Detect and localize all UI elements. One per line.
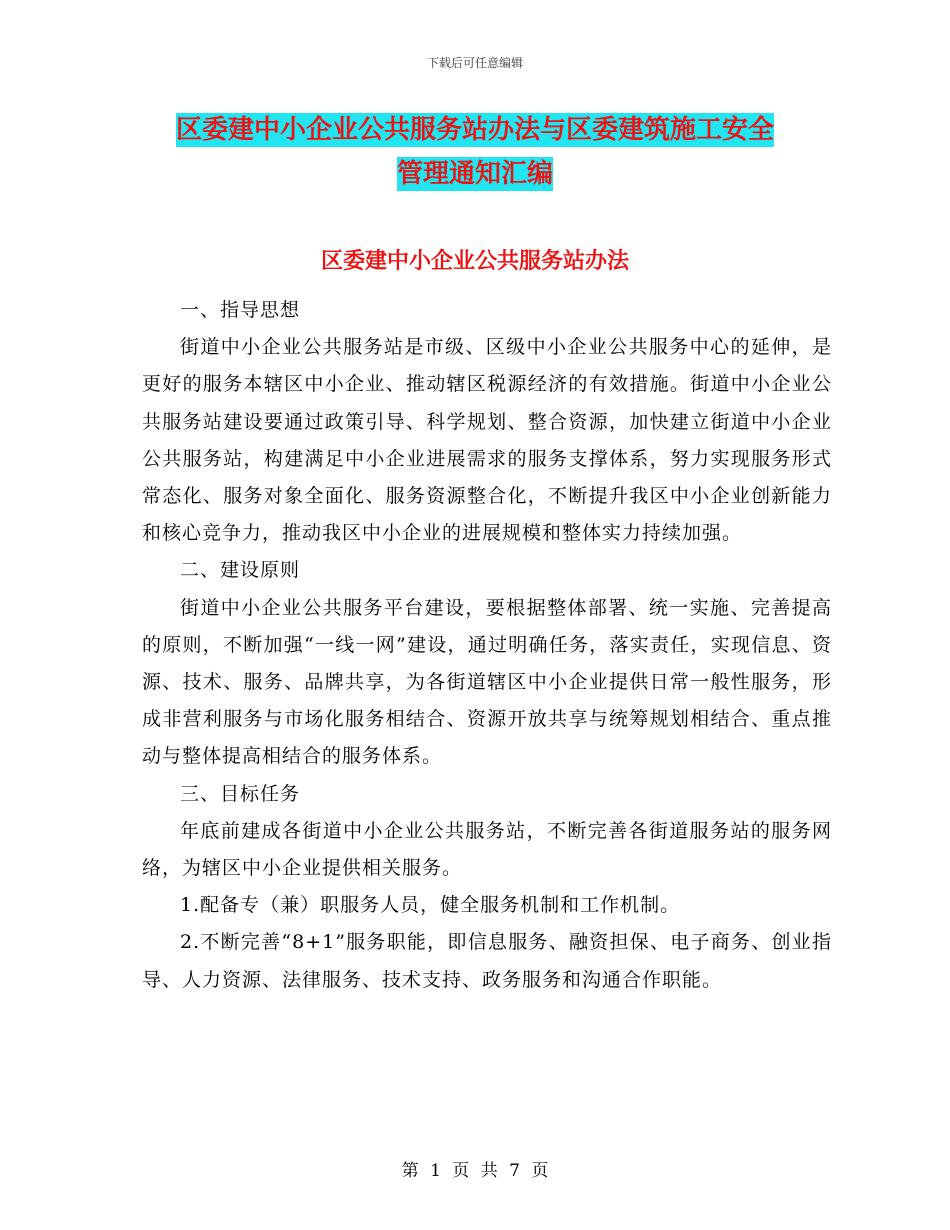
document-title-line-2 xyxy=(140,152,810,196)
heading-target-tasks: 三、目标任务 xyxy=(180,782,301,805)
document-title-line-1 xyxy=(140,108,810,152)
document-title-text-2: 管理通知汇编 xyxy=(396,159,553,189)
page-number: 第 1 页 共 7 页 xyxy=(401,1161,549,1181)
paragraph: 年底前建成各街道中小企业公共服务站，不断完善各街道服务站的服务网络，为辖区中小企业提供相关服务。 xyxy=(142,819,832,880)
document-title-text-1: 区委建中小企业公共服务站办法与区委建筑施工安全 xyxy=(175,115,774,145)
list-item: 2.不断完善“8+1”服务职能，即信息服务、融资担保、电子商务、创业指导、人力资源、法律服务、技术支持、政务服务和沟通合作职能。 xyxy=(142,931,832,991)
section-title: 区委建中小企业公共服务站办法 xyxy=(320,248,629,274)
paragraph: 街道中小企业公共服务平台建设，要根据整体部署、统一实施、完善提高的原则，不断加强“一线一网”建设，通过明确任务，落实责任，实现信息、资源、技术、服务、品牌共享，为各街道辖区中小企业提供日常一般性服务，形成非营利服务与市场化服务相结合、资源开放共享与统筹规划相结合、重点推动与整体提高相结合的服务体系。 xyxy=(142,596,832,768)
header-note: 下载后可任意编辑 xyxy=(426,56,523,70)
list-item: 1.配备专（兼）职服务人员，健全服务机制和工作机制。 xyxy=(180,894,681,917)
paragraph: 街道中小企业公共服务站是市级、区级中小企业公共服务中心的延伸，是更好的服务本辖区中小企业、推动辖区税源经济的有效措施。街道中小企业公共服务站建设要通过政策引导、科学规划、整合资源，加快建立街道中小企业公共服务站，构建满足中小企业进展需求的服务支撑体系，努力实现服务形式常态化、服务对象全面化、服务资源整合化，不断提升我区中小企业创新能力和核心竞争力，推动我区中小企业的进展规模和整体实力持续加强。 xyxy=(142,336,832,545)
body-text xyxy=(142,292,832,999)
heading-construction-principles: 二、建设原则 xyxy=(180,559,301,582)
heading-guiding-ideology: 一、指导思想 xyxy=(180,299,301,321)
